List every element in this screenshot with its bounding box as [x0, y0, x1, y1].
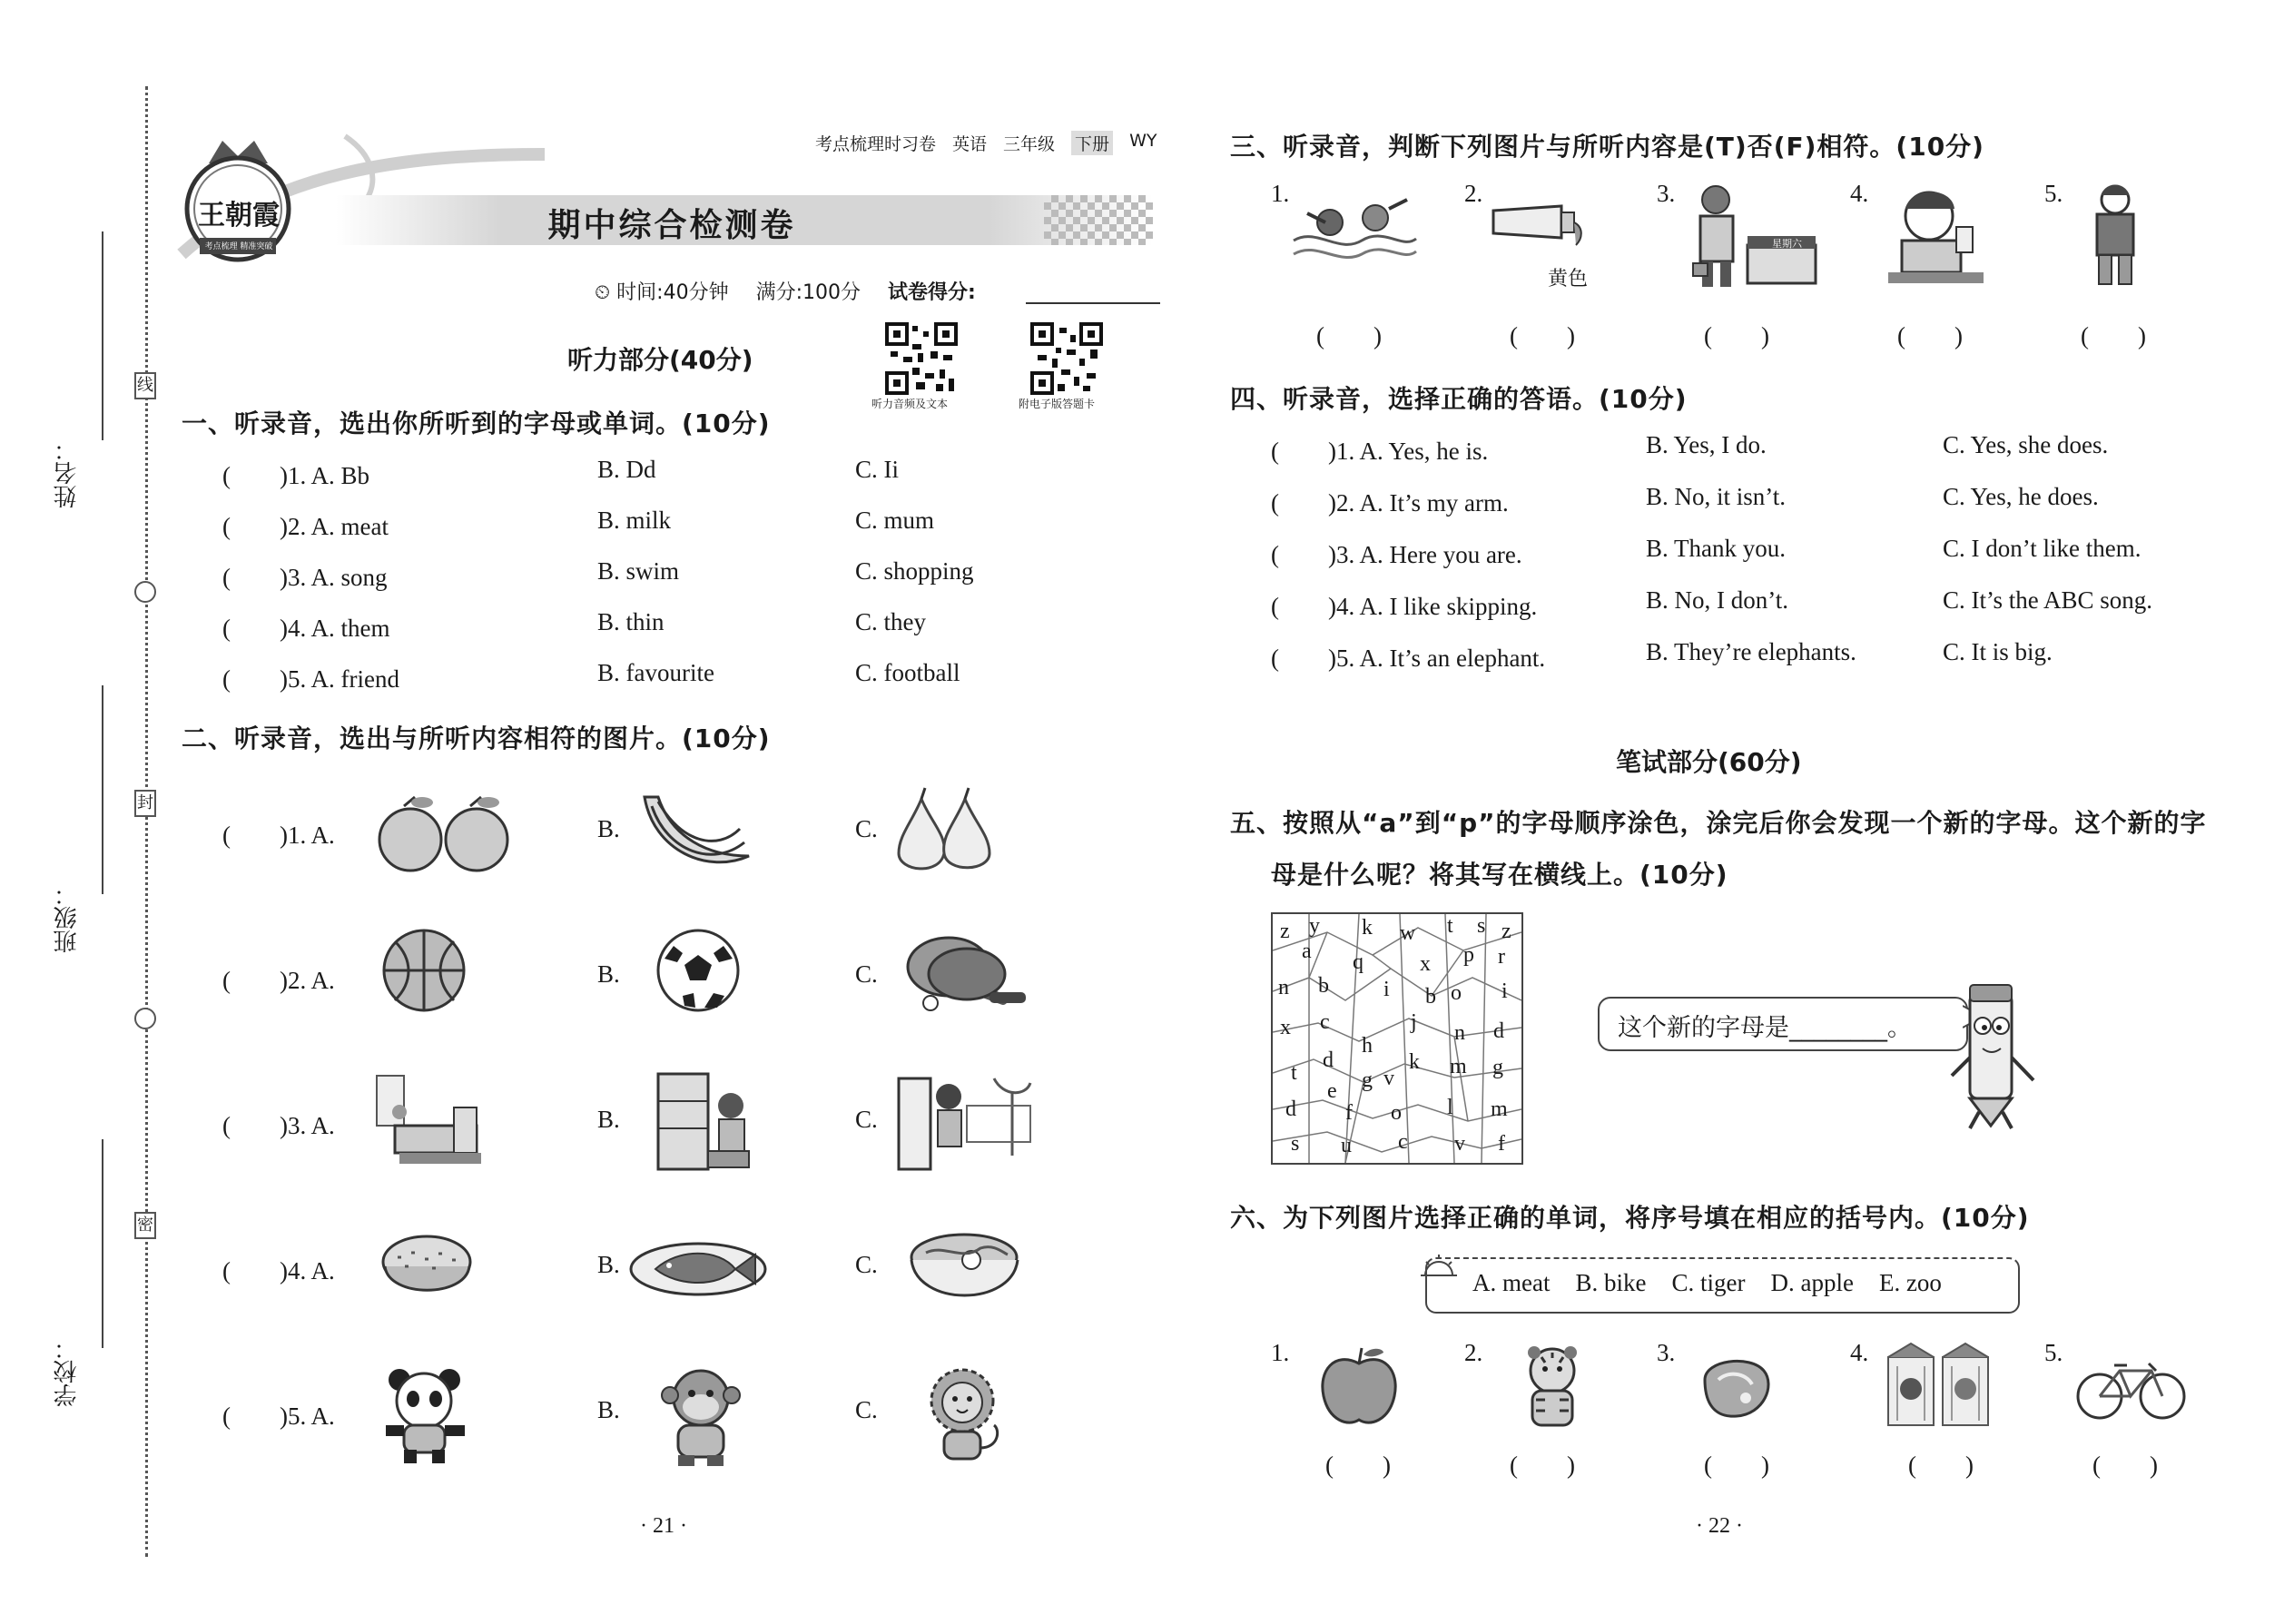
puzzle-letter[interactable]: v [1383, 1067, 1394, 1090]
puzzle-letter[interactable]: t [1447, 914, 1453, 938]
class-label: 班级： [54, 882, 81, 953]
s3-bracket-4[interactable]: ( ) [1897, 322, 1963, 349]
word-option-b[interactable]: B. bike [1575, 1269, 1647, 1296]
s3-bracket-3[interactable]: ( ) [1704, 322, 1769, 349]
s5-title-line1: 五、按照从“a”到“p”的字母顺序涂色，涂完后你会发现一个新的字母。这个新的字 [1230, 808, 2207, 838]
subject: 英语 [952, 134, 988, 154]
clock-icon: ⏲ [595, 281, 611, 304]
s6-num-2: 2. [1464, 1339, 1483, 1366]
seal-mi: 密 [134, 1212, 156, 1239]
puzzle-letter[interactable]: d [1285, 1097, 1296, 1121]
s2-q3-label[interactable]: ( )3. A. [222, 1112, 335, 1139]
grade: 三年级 [1003, 134, 1056, 154]
page-number-right: · 22 · [1696, 1514, 1743, 1538]
puzzle-letter[interactable]: k [1409, 1050, 1420, 1074]
s2-q3-c-label[interactable]: C. [855, 1106, 878, 1133]
zoo-animals-icon[interactable] [1884, 1339, 1993, 1433]
s2-q2-c-label[interactable]: C. [855, 960, 878, 988]
s6-num-1: 1. [1271, 1339, 1290, 1366]
puzzle-letter[interactable]: e [1327, 1079, 1337, 1103]
shop-icon[interactable] [654, 1069, 753, 1177]
s5-title-line2: 母是什么呢？将其写在横线上。(10分) [1271, 860, 1728, 890]
puzzle-letter[interactable]: z [1280, 920, 1290, 943]
lion-icon[interactable] [917, 1366, 1008, 1474]
qr-code-answer-icon[interactable] [1030, 322, 1103, 395]
puzzle-letter[interactable]: d [1323, 1048, 1334, 1072]
puzzle-letter[interactable]: u [1341, 1134, 1352, 1157]
s3-num-5: 5. [2044, 180, 2063, 207]
s1-q4-option-b[interactable]: B. thin [597, 608, 665, 635]
school-write-line[interactable] [102, 1139, 103, 1348]
s1-q3-option-b[interactable]: B. swim [597, 557, 680, 585]
noodles-bowl-icon[interactable] [908, 1225, 1021, 1315]
puzzle-letter[interactable]: p [1463, 943, 1474, 967]
s1-q1-option-a[interactable]: ( )1. A. Bb [222, 462, 369, 489]
score-label: 试卷得分: [888, 281, 976, 304]
puzzle-letter[interactable]: t [1291, 1061, 1297, 1085]
s1-q3-option-a[interactable]: ( )3. A. song [222, 564, 388, 591]
s2-q1-c-label[interactable]: C. [855, 815, 878, 842]
s2-q1-label[interactable]: ( )1. A. [222, 822, 335, 849]
series-name: 考点梳理时习卷 [815, 134, 937, 154]
puzzle-letter[interactable]: v [1454, 1132, 1465, 1156]
bananas-icon[interactable] [635, 788, 753, 882]
s6-num-4: 4. [1850, 1339, 1869, 1366]
exam-title: 期中综合检测卷 [547, 207, 796, 244]
word-option-d[interactable]: D. apple [1770, 1269, 1854, 1296]
s6-num-3: 3. [1657, 1339, 1676, 1366]
puzzle-letter[interactable]: n [1454, 1021, 1465, 1045]
qr1-caption: 听力音频及文本 [871, 398, 949, 410]
s2-q1-b-label[interactable]: B. [597, 815, 620, 842]
s2-q5-label[interactable]: ( )5. A. [222, 1403, 335, 1430]
boy-drinking-icon[interactable] [1884, 182, 1988, 290]
bubble-text[interactable]: 这个新的字母是________。 [1618, 1014, 1912, 1042]
s3-num-3: 3. [1657, 180, 1676, 207]
ping-pong-paddles-icon[interactable] [903, 930, 1026, 1020]
puzzle-letter[interactable]: a [1302, 940, 1312, 963]
oranges-icon[interactable] [372, 790, 517, 880]
puzzle-letter[interactable]: r [1498, 945, 1505, 969]
s3-num-2: 2. [1464, 180, 1483, 207]
writing-title: 笔试部分(60分) [1616, 747, 1802, 777]
s6-bracket-5[interactable]: ( ) [2092, 1452, 2158, 1479]
s2-q4-c-label[interactable]: C. [855, 1251, 878, 1278]
binding-knot-icon [134, 1008, 156, 1029]
s4-q1-option-a[interactable]: ( )1. A. Yes, he is. [1271, 438, 1489, 465]
s6-bracket-2[interactable]: ( ) [1510, 1452, 1575, 1479]
puzzle-letter[interactable]: b [1425, 985, 1436, 1009]
s1-q2-option-c[interactable]: C. mum [855, 507, 935, 534]
s4-q5-option-a[interactable]: ( )5. A. It’s an elephant. [1271, 645, 1546, 672]
puzzle-letter[interactable]: w [1400, 921, 1416, 945]
name-write-line[interactable] [102, 231, 103, 440]
basketball-icon[interactable] [381, 928, 468, 1018]
bedroom-icon[interactable] [372, 1071, 490, 1175]
word-option-a[interactable]: A. meat [1472, 1269, 1551, 1296]
puzzle-letter[interactable]: n [1278, 976, 1289, 999]
s1-q5-option-b[interactable]: B. favourite [597, 659, 714, 686]
word-option-c[interactable]: C. tiger [1671, 1269, 1746, 1296]
swimming-kids-icon[interactable] [1289, 186, 1421, 271]
listening-title: 听力部分(40分) [567, 345, 753, 375]
s3-num-4: 4. [1850, 180, 1869, 207]
puzzle-letter[interactable]: k [1362, 916, 1373, 940]
boy-standing-icon[interactable] [2079, 182, 2151, 294]
s2-title: 二、听录音，选出与所听内容相符的图片。(10分) [182, 723, 771, 753]
s4-q4-option-c[interactable]: C. It’s the ABC song. [1943, 586, 2153, 614]
puzzle-letter[interactable]: m [1491, 1097, 1508, 1121]
s3-title: 三、听录音，判断下列图片与所听内容是(T)否(F)相符。(10分) [1230, 132, 1984, 162]
s1-q2-option-b[interactable]: B. milk [597, 507, 672, 534]
s4-q3-option-a[interactable]: ( )3. A. Here you are. [1271, 541, 1522, 568]
s1-title: 一、听录音，选出你所听到的字母或单词。(10分) [182, 408, 771, 438]
s3-num-1: 1. [1271, 180, 1290, 207]
s3-pic2-text: 黄色 [1548, 268, 1589, 290]
full-score: 满分:100分 [755, 281, 861, 304]
bike-icon[interactable] [2074, 1353, 2188, 1424]
puzzle-letter[interactable]: s [1291, 1132, 1300, 1156]
puzzle-letter[interactable]: c [1320, 1010, 1330, 1034]
s2-q3-b-label[interactable]: B. [597, 1106, 620, 1133]
s3-pic3-text: 星期六 [1772, 238, 1802, 250]
checker-decoration [1044, 195, 1153, 245]
s1-q2-option-a[interactable]: ( )2. A. meat [222, 513, 389, 540]
page-number-left: · 21 · [640, 1514, 687, 1538]
puzzle-letter[interactable]: d [1493, 1019, 1504, 1043]
apple-icon[interactable] [1316, 1343, 1403, 1433]
puzzle-letter[interactable]: i [1383, 978, 1390, 1001]
s2-q4-b-label[interactable]: B. [597, 1251, 620, 1278]
s3-bracket-5[interactable]: ( ) [2081, 322, 2146, 349]
puzzle-letter[interactable]: o [1451, 981, 1462, 1005]
pencil-character-icon [1943, 976, 2052, 1134]
qr2-caption: 附电子版答题卡 [1019, 398, 1096, 410]
word-bank [1472, 1269, 1942, 1297]
series-info [815, 131, 1157, 155]
panda-icon[interactable] [372, 1366, 477, 1470]
puzzle-letter[interactable]: x [1420, 952, 1431, 976]
puzzle-letter[interactable]: h [1362, 1034, 1373, 1058]
qr-code-audio-icon[interactable] [885, 322, 958, 395]
s4-q1-option-c[interactable]: C. Yes, she does. [1943, 431, 2109, 458]
tiger-icon[interactable] [1516, 1343, 1589, 1433]
s4-q4-option-b[interactable]: B. No, I don’t. [1646, 586, 1789, 614]
rice-bowl-icon[interactable] [379, 1230, 475, 1306]
puzzle-letter[interactable]: q [1353, 950, 1364, 974]
puzzle-letter[interactable]: g [1362, 1068, 1373, 1092]
brand-logo [182, 136, 295, 263]
s6-bracket-4[interactable]: ( ) [1908, 1452, 1974, 1479]
s1-q4-option-a[interactable]: ( )4. A. them [222, 615, 390, 642]
name-label: 姓名： [54, 438, 81, 508]
exam-meta [595, 277, 976, 305]
puzzle-letter[interactable]: i [1501, 979, 1508, 1003]
s6-title: 六、为下列图片选择正确的单词，将序号填在相应的括号内。(10分) [1230, 1203, 2030, 1233]
puzzle-letter[interactable]: b [1318, 974, 1329, 998]
s2-q4-label[interactable]: ( )4. A. [222, 1257, 335, 1284]
s1-q4-option-c[interactable]: C. they [855, 608, 926, 635]
school-label: 学校： [54, 1336, 81, 1407]
zoo-gate-icon[interactable] [894, 1069, 1035, 1177]
meat-icon[interactable] [1696, 1353, 1773, 1424]
s2-q2-b-label[interactable]: B. [597, 960, 620, 988]
class-write-line[interactable] [102, 685, 103, 894]
s4-q2-option-a[interactable]: ( )2. A. It’s my arm. [1271, 489, 1509, 517]
s6-bracket-1[interactable]: ( ) [1325, 1452, 1391, 1479]
s4-q1-option-b[interactable]: B. Yes, I do. [1646, 431, 1767, 458]
s4-q2-option-c[interactable]: C. Yes, he does. [1943, 483, 2099, 510]
s4-q3-option-b[interactable]: B. Thank you. [1646, 535, 1786, 562]
s4-q4-option-a[interactable]: ( )4. A. I like skipping. [1271, 593, 1538, 620]
word-option-e[interactable]: E. zoo [1878, 1269, 1942, 1296]
s6-bracket-3[interactable]: ( ) [1704, 1452, 1769, 1479]
seal-xian: 线 [134, 372, 156, 399]
puzzle-letter[interactable]: g [1492, 1056, 1503, 1079]
s1-q1-option-b[interactable]: B. Dd [597, 456, 656, 483]
s1-q1-option-c[interactable]: C. Ii [855, 456, 900, 483]
s2-q5-c-label[interactable]: C. [855, 1396, 878, 1423]
puzzle-letter[interactable]: x [1280, 1016, 1291, 1039]
s4-q2-option-b[interactable]: B. No, it isn’t. [1646, 483, 1787, 510]
puzzle-letter[interactable]: c [1398, 1130, 1408, 1154]
score-write-line[interactable] [1026, 302, 1160, 304]
s4-q5-option-c[interactable]: C. It is big. [1943, 638, 2053, 665]
puzzle-letter[interactable]: y [1309, 914, 1320, 938]
puzzle-letter[interactable]: o [1391, 1101, 1402, 1125]
puzzle-letter[interactable]: l [1447, 1096, 1453, 1119]
s1-q5-option-a[interactable]: ( )5. A. friend [222, 665, 399, 693]
paint-tube-icon[interactable] [1489, 202, 1589, 260]
brand-name: 王朝霞 [198, 200, 280, 231]
brand-sub: 考点梳理 精准突破 [204, 242, 273, 251]
s1-q5-option-c[interactable]: C. football [855, 659, 960, 686]
football-icon[interactable] [655, 928, 742, 1018]
binding-strip [0, 0, 163, 1624]
s4-q5-option-b[interactable]: B. They’re elephants. [1646, 638, 1856, 665]
seal-feng: 封 [134, 790, 156, 817]
s6-num-5: 5. [2044, 1339, 2063, 1366]
s1-q3-option-c[interactable]: C. shopping [855, 557, 974, 585]
binding-dotted-line [145, 86, 148, 1557]
s4-q3-option-c[interactable]: C. I don’t like them. [1943, 535, 2141, 562]
s3-bracket-2[interactable]: ( ) [1510, 322, 1575, 349]
s4-title: 四、听录音，选择正确的答语。(10分) [1230, 384, 1688, 414]
s3-bracket-1[interactable]: ( ) [1316, 322, 1382, 349]
s2-q5-b-label[interactable]: B. [597, 1396, 620, 1423]
puzzle-letter[interactable]: s [1477, 914, 1486, 938]
puzzle-letter[interactable]: m [1450, 1055, 1467, 1078]
puzzle-letter[interactable]: z [1501, 920, 1511, 943]
time-label: 时间:40分钟 [616, 281, 729, 304]
s2-q2-label[interactable]: ( )2. A. [222, 967, 335, 994]
pears-icon[interactable] [894, 785, 994, 884]
puzzle-letter[interactable]: f [1498, 1132, 1505, 1156]
puzzle-letter[interactable]: f [1345, 1101, 1353, 1125]
binding-knot-icon [134, 581, 156, 603]
puzzle-letter[interactable]: j [1411, 1010, 1417, 1034]
volume: 下册 [1071, 131, 1113, 155]
edition: WY [1129, 131, 1157, 151]
monkey-icon[interactable] [655, 1366, 746, 1474]
letter-puzzle-grid[interactable] [1271, 912, 1523, 1165]
fish-dish-icon[interactable] [628, 1235, 769, 1302]
